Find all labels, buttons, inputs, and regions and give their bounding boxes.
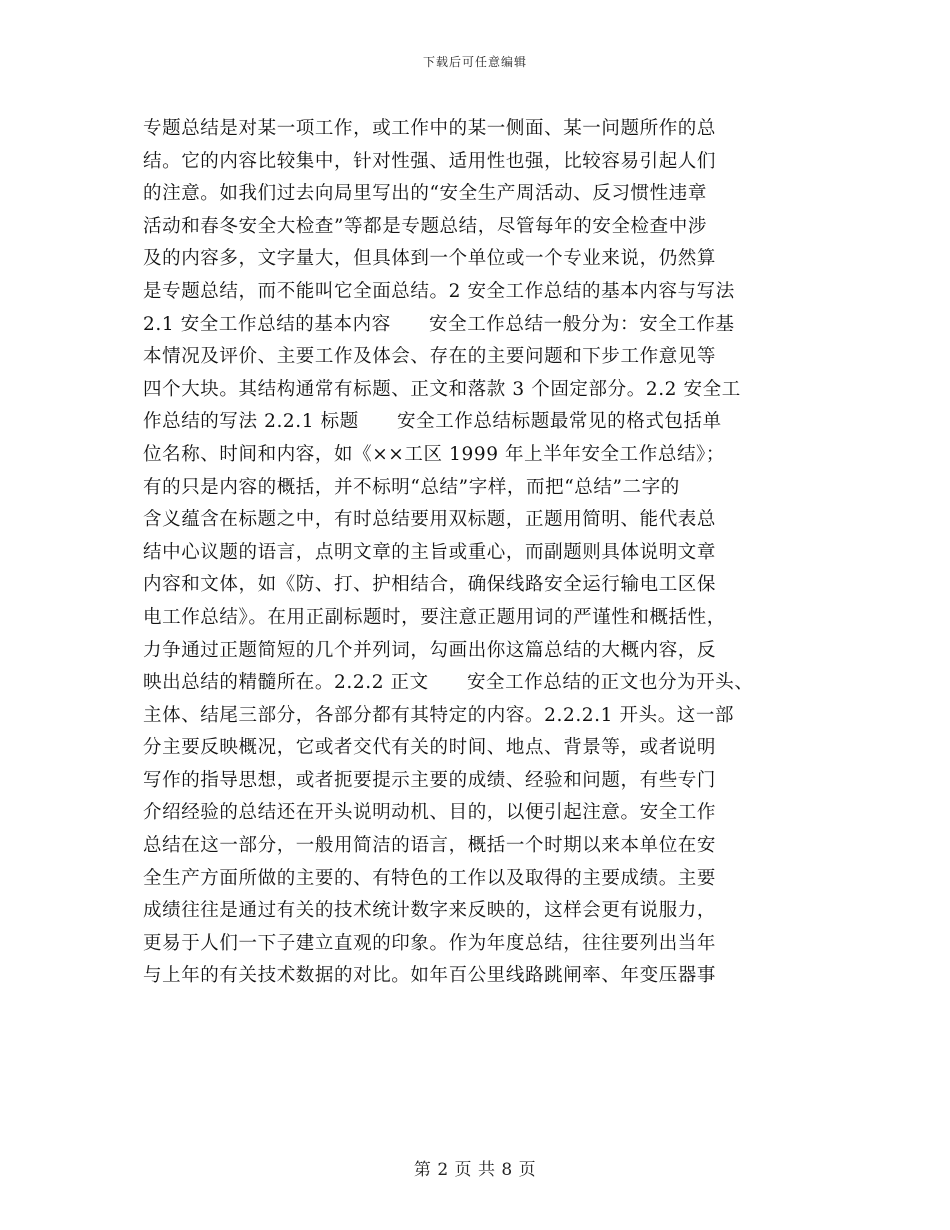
text-line: 2.1 安全工作总结的基本内容 安全工作总结一般分为：安全工作基 [143,313,735,335]
text-line: 含义蕴含在标题之中，有时总结要用双标题，正题用简明、能代表总 [143,509,717,531]
text-line: 内容和文体，如《防、打、护相结合，确保线路安全运行输电工区保 [143,574,717,596]
text-line: 本情况及评价、主要工作及体会、存在的主要问题和下步工作意见等 [143,346,717,368]
text-line: 成绩往往是通过有关的技术统计数字来反映的，这样会更有说服力， [143,900,717,922]
text-line: 有的只是内容的概括，并不标明“总结”字样，而把“总结”二字的 [143,476,680,498]
text-line: 位名称、时间和内容，如《××工区 1999 年上半年安全工作总结》； [143,443,725,465]
text-line: 力争通过正题简短的几个并列词，勾画出你这篇总结的大概内容，反 [143,639,717,661]
text-line: 电工作总结》。在用正副标题时，要注意正题用词的严谨性和概括性， [143,606,726,628]
text-line: 活动和春冬安全大检查”等都是专题总结，尽管每年的安全检查中涉 [143,215,707,237]
document-body [143,113,808,993]
text-line: 总结在这一部分，一般用简洁的语言，概括一个时期以来本单位在安 [143,835,717,857]
text-line: 主体、结尾三部分，各部分都有其特定的内容。2.2.2.1 开头。这一部 [143,704,735,726]
text-line: 四个大块。其结构通常有标题、正文和落款 3 个固定部分。2.2 安全工 [143,378,741,400]
text-line: 及的内容多，文字量大，但具体到一个单位或一个专业来说，仍然算 [143,248,717,270]
text-line: 全生产方面所做的主要的、有特色的工作以及取得的主要成绩。主要 [143,867,717,889]
text-line: 结。它的内容比较集中，针对性强、适用性也强，比较容易引起人们 [143,150,717,172]
page-header: 下载后可任意编辑 [422,55,527,69]
text-line: 专题总结是对某一项工作，或工作中的某一侧面、某一问题所作的总 [143,118,717,139]
text-line: 映出总结的精髓所在。2.2.2 正文 安全工作总结的正文也分为开头、 [143,672,754,694]
text-line: 是专题总结，而不能叫它全面总结。2 安全工作总结的基本内容与写法 [143,280,735,302]
text-line: 更易于人们一下子建立直观的印象。作为年度总结，往往要列出当年 [143,932,717,954]
text-line: 结中心议题的语言，点明文章的主旨或重心，而副题则具体说明文章 [143,541,717,563]
text-line: 写作的指导思想，或者扼要提示主要的成绩、经验和问题，有些专门 [143,769,717,791]
text-line: 介绍经验的总结还在开头说明动机、目的，以便引起注意。安全工作 [143,802,717,824]
text-line: 与上年的有关技术数据的对比。如年百公里线路跳闸率、年变压器事 [143,965,717,987]
text-line: 作总结的写法 2.2.1 标题 安全工作总结标题最常见的格式包括单 [143,411,722,433]
text-line: 分主要反映概况，它或者交代有关的时间、地点、背景等，或者说明 [143,737,717,759]
page-number-footer: 第 2 页 共 8 页 [413,1160,537,1180]
text-line: 的注意。如我们过去向局里写出的“安全生产周活动、反习惯性违章 [143,183,707,205]
